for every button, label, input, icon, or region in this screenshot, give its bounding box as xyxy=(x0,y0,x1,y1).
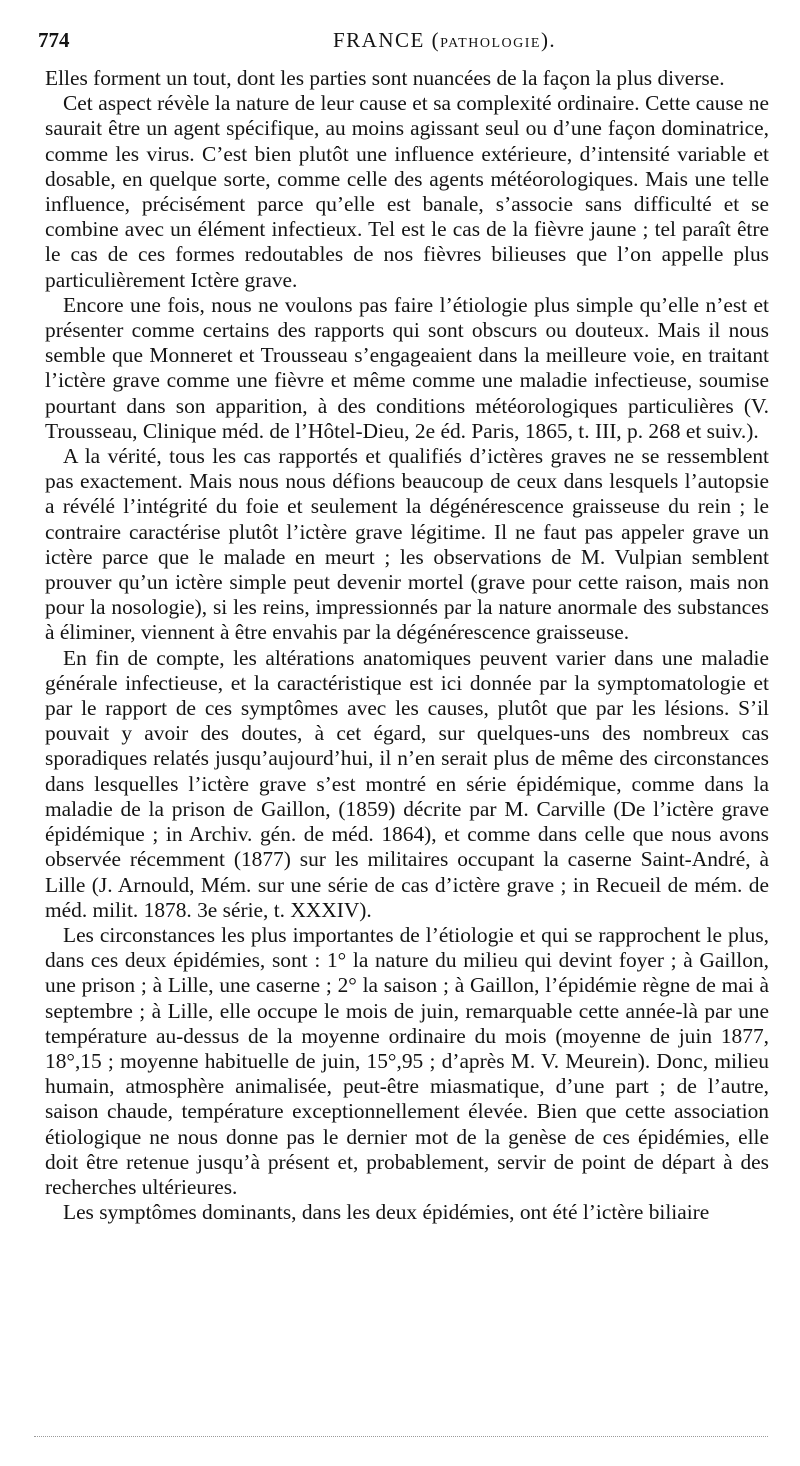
paragraph: Elles forment un tout, dont les parties sont nuancées de la façon la plus diverse. xyxy=(45,66,725,90)
running-title-small-caps: PATHOLOGIE xyxy=(440,36,541,51)
paragraph: Encore une fois, nous ne voulons pas faire l’étiologie plus simple qu’elle n’est et présenter comme certains des rapports qui sont obscurs ou douteux. Mais il nous semble que Monneret et Trousseau s’engageaient dans la meilleure voie, en traitant l’ictère grave comme une fièvre et même comme une maladie infectieuse, soumise pourtant dans son apparition, à des conditions météorologiques particulières (V. Trousseau, Clinique méd. de l’Hôtel-Dieu, 2e éd. Paris, 1865, t. III, p. 268 et suiv.). xyxy=(45,292,769,443)
running-title-end: ). xyxy=(540,28,557,52)
paragraph: Cet aspect révèle la nature de leur cause et sa complexité ordinaire. Cette cause ne saurait être un agent spécifique, au moins agissant seul ou d’une façon dominatrice, comme les virus. C’est bien plutôt une influence extérieure, d’intensité variable et dosable, en quelque sorte, comme celle des agents météorologiques. Mais une telle influence, précisément parce qu’elle est banale, s’associe sans difficulté et se combine avec un élément infectieux. Tel est le cas de la fièvre jaune ; tel paraît être le cas de ces formes redoutables de nos fièvres bilieuses que l’on appelle plus particulièrement Ictère grave. xyxy=(45,91,769,292)
body-text xyxy=(45,66,769,1225)
footer-dotted-rule xyxy=(34,1436,768,1437)
running-title-main: FRANCE ( xyxy=(333,28,441,52)
page-header xyxy=(38,28,766,58)
paragraph: A la vérité, tous les cas rapportés et qualifiés d’ictères graves ne se ressemblent pas exactement. Mais nous nous défions beaucoup de ceux dans lesquels l’autopsie a révélé l’intégrité du foie et seulement la dégénérescence graisseuse du rein ; le contraire caractérise plutôt l’ictère grave légitime. Il ne faut pas appeler grave un ictère parce que le malade en meurt ; les observations de M. Vulpian semblent prouver qu’un ictère simple peut devenir mortel (grave pour cette raison, mais non pour la nosologie), si les reins, impressionnés par la nature anormale des substances à éliminer, viennent à être envahis par la dégénérescence graisseuse. xyxy=(45,444,769,645)
paragraph: Les circonstances les plus importantes de l’étiologie et qui se rapprochent le plus, dans ces deux épidémies, sont : 1° la nature du milieu qui devint foyer ; à Gaillon, une prison ; à Lille, une caserne ; 2° la saison ; à Gaillon, l’épidémie règne de mai à septembre ; à Lille, elle occupe le mois de juin, remarquable cette année-là par une température au-dessus de la moyenne ordinaire du mois (moyenne de juin 1877, 18°,15 ; moyenne habituelle de juin, 15°,95 ; d’après M. V. Meurein). Donc, milieu humain, atmosphère animalisée, peut-être miasmatique, d’une part ; de l’autre, saison chaude, température exceptionnellement élevée. Bien que cette association étiologique ne nous donne pas le dernier mot de la genèse de ces épidémies, elle doit être retenue jusqu’à présent et, probablement, servir de point de départ à des recherches ultérieures. xyxy=(45,922,769,1199)
running-title xyxy=(333,28,556,53)
paragraph: En fin de compte, les altérations anatomiques peuvent varier dans une maladie générale infectieuse, et la caractéristique est ici donnée par la symptomatologie et par le rapport de ces symptômes avec les causes, plutôt que par les lésions. S’il pouvait y avoir des doutes, à cet égard, sur quelques-uns des nombreux cas sporadiques relatés jusqu’aujourd’hui, il n’en serait plus de même des circonstances dans lesquelles l’ictère grave s’est montré en série épidémique, comme dans la maladie de la prison de Gaillon, (1859) décrite par M. Carville (De l’ictère grave épidémique ; in Archiv. gén. de méd. 1864), et comme dans celle que nous avons observée récemment (1877) sur les militaires occupant la caserne Saint-André, à Lille (J. Arnould, Mém. sur une série de cas d’ictère grave ; in Recueil de mém. de méd. milit. 1878. 3e série, t. XXXIV). xyxy=(45,645,769,922)
paragraph: Les symptômes dominants, dans les deux épidémies, ont été l’ictère biliaire xyxy=(63,1200,710,1225)
page-number: 774 xyxy=(38,28,70,52)
